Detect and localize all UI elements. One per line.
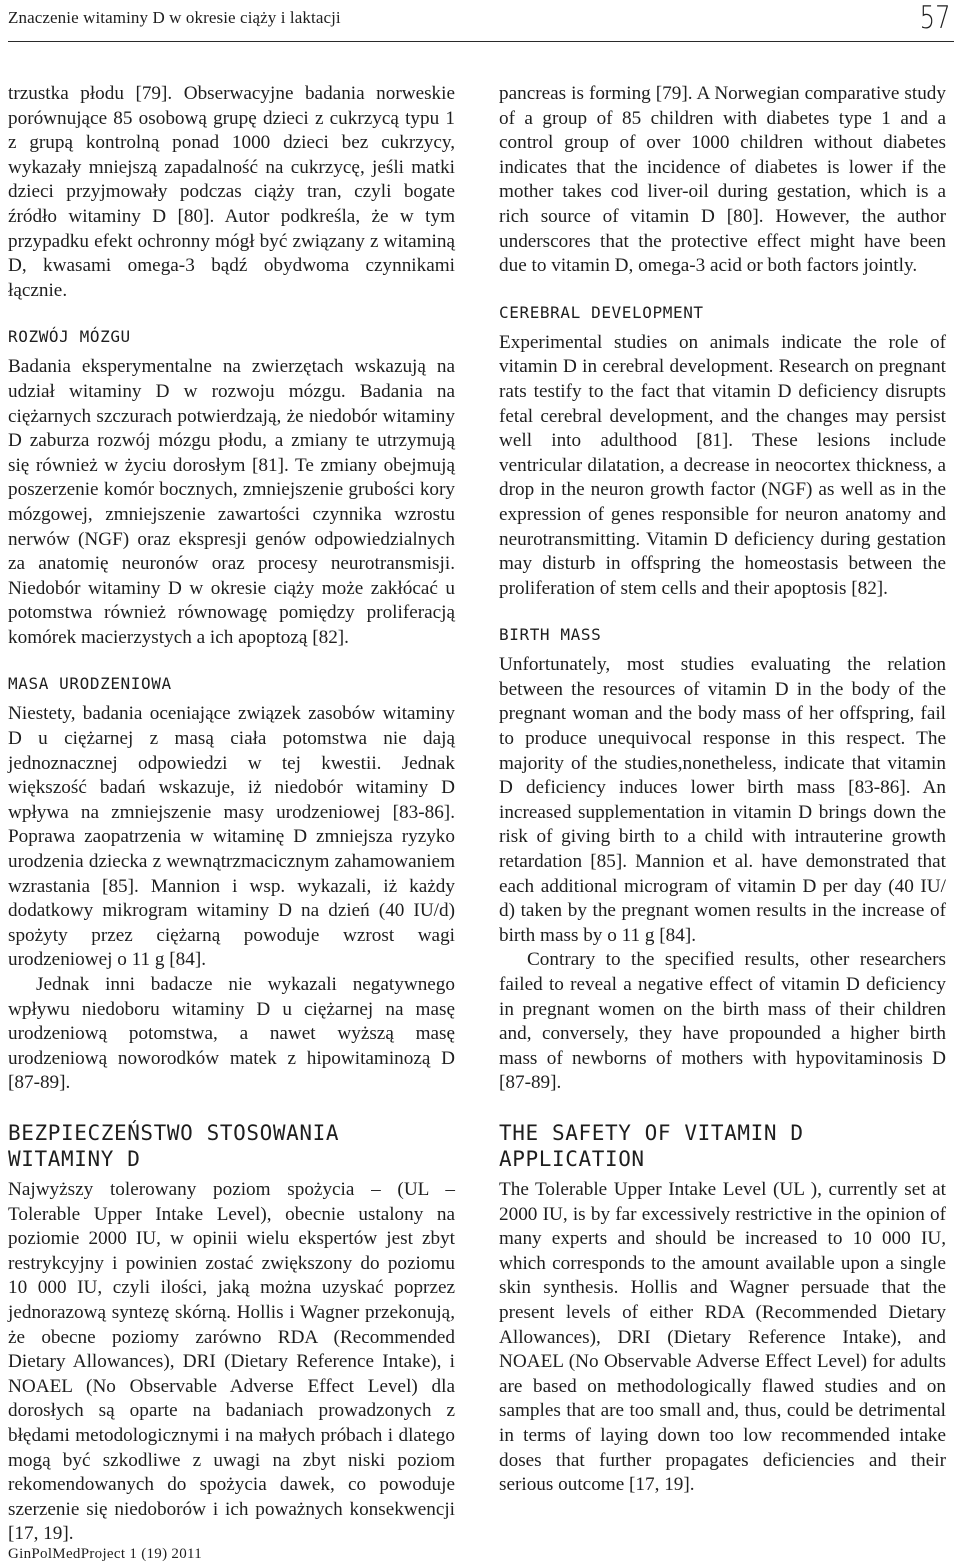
heading-brain-development-en: CEREBRAL DEVELOPMENT (499, 302, 704, 322)
heading-birth-mass-pl: MASA URODZENIOWA (8, 674, 172, 694)
journal-footer: GinPolMedProject 1 (19) 2011 (8, 1546, 203, 1562)
heading-safety-en: THE SAFETY OF VITAMIN D APPLICATION (499, 1120, 804, 1171)
birth-mass-paragraph-2-pl: Jednak inni badacze nie wykazali negatywnego wpływu niedoboru witaminy D u ciężarnej na masę urodzeniową potomstwa, a nawet wyższą masę urodzeniową noworodków matek z hipowitaminozą D [87-89]. (8, 974, 455, 1094)
brain-paragraph-en: Experimental studies on animals indicate the role of vitamin D in cerebral development. Research on pregnant rats testify to the fact that vitamin D deficiency disrupts fetal cerebral development, and the changes may persist well into adulthood [81]. These lesions include ventricular dilatation, a decrease in neocortex thickness, a drop in the neuron growth factor (NGF) as well as in the expression of genes responsible for neuron anatomy and neurotransmitting. Vitamin D deficiency during gestation may disturb in offspring the homeostasis between the proliferation of stem cells and their apoptosis [82]. (499, 331, 946, 599)
birth-mass-paragraph-1-pl: Niestety, badania oceniające związek zasobów witaminy D u ciężarnej z masą ciała potomstwa nie dają jednoznacznej odpowiedzi w tej kwestii. Jednak większość badań wskazuje, iż niedobór witaminy D wpływa na zmniejszenie masy urodzeniowej [83-86]. Poprawa zaopatrzenia w witaminę D zmniejsza ryzyko urodzenia dziecka z wewnątrzmacicznym zahamowaniem wzrastania [85]. Mannion i wsp. wykazali, iż każdy dodatkowy mikrogram witaminy D na dzień (40 IU/d) spożyty przez ciężarną powoduje wzrost wagi urodzeniowej o 11 g [84]. (8, 703, 455, 971)
birth-mass-paragraph-1-en: Unfortunately, most studies evaluating the relation between the resources of vitamin D in the body of the pregnant woman and the body mass of her offspring, fail to produce unequivocal response in this respect. The majority of the studies,nonetheless, indicate that vitamin D deficiency induces lower birth mass [83-86]. An increased supplementation in vitamin D brings down the risk of giving birth to a child with intrauterine growth retardation [85]. Mannion et al. have demonstrated that each additional microgram of vitamin D per day (40 IU/ d) taken by the pregnant women results in the increase of birth mass by o 11 g [84]. (499, 654, 946, 946)
safety-paragraph-en: The Tolerable Upper Intake Level (UL ), currently set at 2000 IU, is by far excessively restrictive in the opinion of many experts and should be increased to 10 000 IU, which corresponds to the amount available upon a single skin synthesis. Hollis and Wagner persuade that the present levels of either RDA (Recommended Dietary Allowances), DRI (Dietary Reference Intake), and NOAEL (No Observable Adverse Effect Level) for adults are based on methodologically flawed studies and on samples that are too small and, thus, could be detrimental in terms of laying down too low recommended intake doses that further propagates deficiencies and their serious outcome [17, 19]. (499, 1178, 946, 1496)
intro-paragraph-pl: trzustka płodu [79]. Obserwacyjne badania norweskie porównujące 85 osobową grupę dzieci z cukrzycą typu 1 z grupą kontrolną ponad 1000 dzieci bez cukrzycy, wykazały mniejszą zapadalność na cukrzycę, jeśli matki dzieci przyjmowały podczas ciąży tran, czyli bogate źródło witaminy D [80]. Autor podkreśla, że w tym przypadku efekt ochronny mógł być związany z witaminą D, kwasami omega-3 bądź obydwoma czynnikami łącznie. (8, 83, 455, 301)
polish-column (8, 82, 455, 1547)
intro-paragraph-en: pancreas is forming [79]. A Norwegian comparative study of a group of 85 children with diabetes type 1 and a control group of over 1000 children without diabetes indicates that the incidence of diabetes is lower if the mother takes cod liver-oil during gestation, which is a rich source of vitamin D [80]. However, the author underscores that the protective effect might have been due to vitamin D, omega-3 acid or both factors jointly. (499, 83, 946, 277)
brain-paragraph-pl: Badania eksperymentalne na zwierzętach wskazują na udział witaminy D w rozwoju mózgu. Badania na ciężarnych szczurach potwierdzają, że niedobór witaminy D zaburza rozwój mózgu płodu, a zmiany te utrzymują się również w życiu dorosłym [81]. Te zmiany obejmują poszerzenie komór bocznych, zmniejszenie grubości kory mózgowej, zmniejszenie zawartości czynnika wzrostu nerwów (NGF) oraz ekspresji genów odpowiedzialnych za anatomię neuronów oraz procesy neurotransmisji. Niedobór witaminy D w okresie ciąży może zakłócać u potomstwa również równowagę pomiędzy proliferacją komórek macierzystych a ich apoptozą [82]. (8, 356, 455, 648)
english-column (499, 82, 946, 1498)
heading-birth-mass-en: BIRTH MASS (499, 625, 602, 645)
running-title: Znaczenie witaminy D w okresie ciąży i laktacji (8, 8, 341, 27)
header-rule (8, 41, 954, 42)
heading-safety-pl: BEZPIECZEŃSTWO STOSOWANIA WITAMINY D (8, 1120, 340, 1171)
birth-mass-paragraph-2-en: Contrary to the specified results, other researchers failed to reveal a negative effect of vitamin D deficiency in pregnant women on the birth mass of their children and, conversely, they have propounded a higher birth mass of newborns of mothers with hypovitaminosis D [87-89]. (499, 949, 946, 1094)
page-header (8, 0, 954, 40)
heading-brain-development-pl: ROZWÓJ MÓZGU (8, 327, 131, 347)
page-number: 57 (919, 0, 950, 36)
safety-paragraph-pl: Najwyższy tolerowany poziom spożycia – (UL – Tolerable Upper Intake Level), obecnie ustalony na poziomie 2000 IU, w opinii wielu ekspertów jest zbyt restrykcyjny i powinien zostać zwiększony do poziomu 10 000 IU, czyli ilości, jaką można uzyskać poprzez jednorazową syntezę skórną. Hollis i Wagner przekonują, że obecne poziomy zarówno RDA (Recommended Dietary Allowances), DRI (Dietary Reference Intake), i NOAEL (No Observable Adverse Effect Level) dla dorosłych są oparte na badaniach prowadzonych z błędami metodologicznymi i na małych próbach i dlatego mogą być szkodliwe z uwagi na zbyt niski poziom rekomendowanych do spożycia dawek, co powoduje szerzenie się niedoborów i ich poważnych konsekwencji [17, 19]. (8, 1178, 455, 1545)
